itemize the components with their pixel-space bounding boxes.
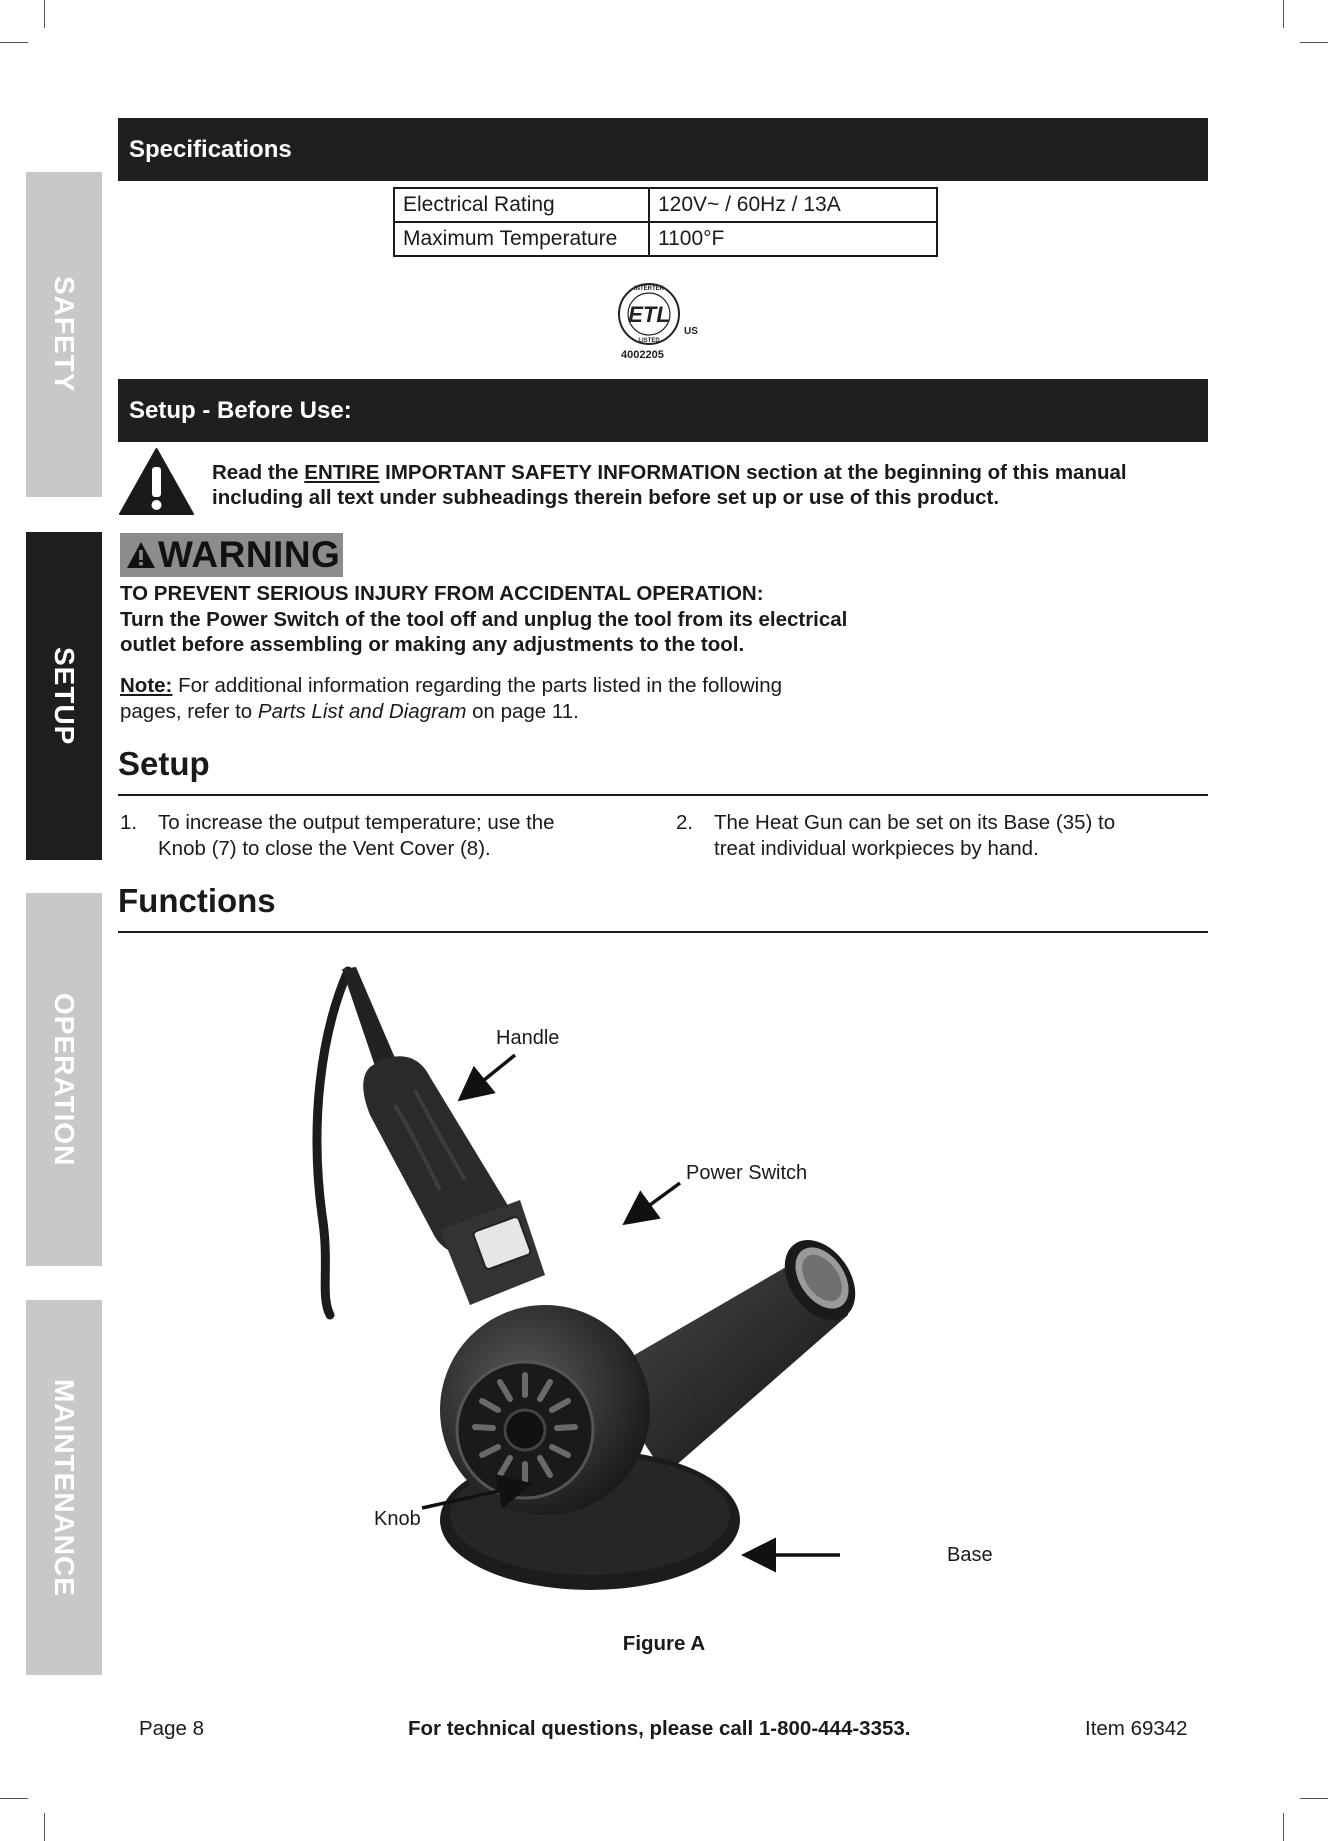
crop-mark	[44, 1813, 45, 1841]
table-row	[394, 188, 937, 222]
side-tab-label: OPERATION	[49, 992, 80, 1167]
note-label: Note:	[120, 674, 173, 697]
etl-bottom-text: LISTED	[638, 338, 660, 344]
etl-country: US	[684, 326, 698, 337]
specifications-table	[393, 187, 938, 257]
setup-title: Setup	[118, 745, 210, 782]
warning-label: WARNING	[158, 534, 341, 575]
crop-mark	[44, 0, 45, 28]
callout-power-switch: Power Switch	[686, 1162, 808, 1184]
side-tab-label: SETUP	[49, 646, 80, 746]
technical-support-line: For technical questions, please call 1-800-444-3353.	[408, 1717, 911, 1740]
crop-mark	[0, 1798, 28, 1799]
callout-knob: Knob	[374, 1508, 421, 1530]
section-divider	[118, 794, 1208, 796]
crop-mark	[0, 42, 28, 43]
etl-top-text: INTERTEK	[634, 286, 664, 292]
note-paragraph: Note: For additional information regarding the parts listed in the following pages, refer to Parts List and Diagram on page 11.	[120, 674, 783, 723]
warning-text: TO PREVENT SERIOUS INJURY FROM ACCIDENTAL OPERATION: Turn the Power Switch of the tool off and unplug the tool from its electrical outlet before assembling or making any adjustments to the tool.	[120, 582, 848, 656]
spec-value: 120V~ / 60Hz / 13A	[649, 188, 937, 222]
heat-gun-figure	[300, 955, 1020, 1615]
crop-mark	[1300, 1798, 1328, 1799]
warning-triangle-icon	[118, 447, 195, 517]
setup-before-use-header: Setup - Before Use:	[118, 379, 1208, 442]
side-tab-label: MAINTENANCE	[49, 1378, 80, 1597]
callout-handle: Handle	[496, 1027, 560, 1049]
crop-mark	[1300, 42, 1328, 43]
crop-mark	[1283, 0, 1284, 28]
side-tab-setup[interactable]	[26, 532, 102, 860]
callout-base: Base	[947, 1544, 993, 1566]
crop-mark	[1283, 1813, 1284, 1841]
table-row	[394, 222, 937, 256]
etl-logo-text: ETL	[628, 302, 670, 327]
parts-list-reference: Parts List and Diagram	[257, 699, 467, 723]
warning-triangle-icon	[126, 541, 156, 569]
etl-number: 4002205	[621, 349, 664, 360]
figure-caption: Figure A	[622, 1632, 706, 1655]
item-number: Item 69342	[1085, 1717, 1188, 1740]
etl-listed-mark	[612, 278, 712, 360]
safety-read-notice: Read the ENTIRE IMPORTANT SAFETY INFORMATION section at the beginning of this manual including all text under subheadings therein before set up or use of this product.	[212, 461, 1127, 509]
list-item: 1. To increase the output temperature; use the Knob (7) to close the Vent Cover (8).	[120, 811, 555, 860]
section-divider	[118, 931, 1208, 933]
page-number: Page 8	[139, 1717, 204, 1740]
spec-label: Maximum Temperature	[394, 222, 649, 256]
side-tab-maintenance[interactable]	[26, 1300, 102, 1675]
side-tab-safety[interactable]	[26, 172, 102, 497]
spec-value: 1100°F	[649, 222, 937, 256]
list-item: 2. The Heat Gun can be set on its Base (35) to treat individual workpieces by hand.	[676, 811, 1116, 860]
functions-title: Functions	[118, 882, 276, 919]
side-tab-label: SAFETY	[49, 276, 80, 393]
specifications-header: Specifications	[118, 118, 1208, 181]
side-tab-operation[interactable]	[26, 893, 102, 1266]
warning-badge	[120, 533, 343, 577]
spec-label: Electrical Rating	[394, 188, 649, 222]
emphasis-text: ENTIRE	[304, 461, 380, 484]
